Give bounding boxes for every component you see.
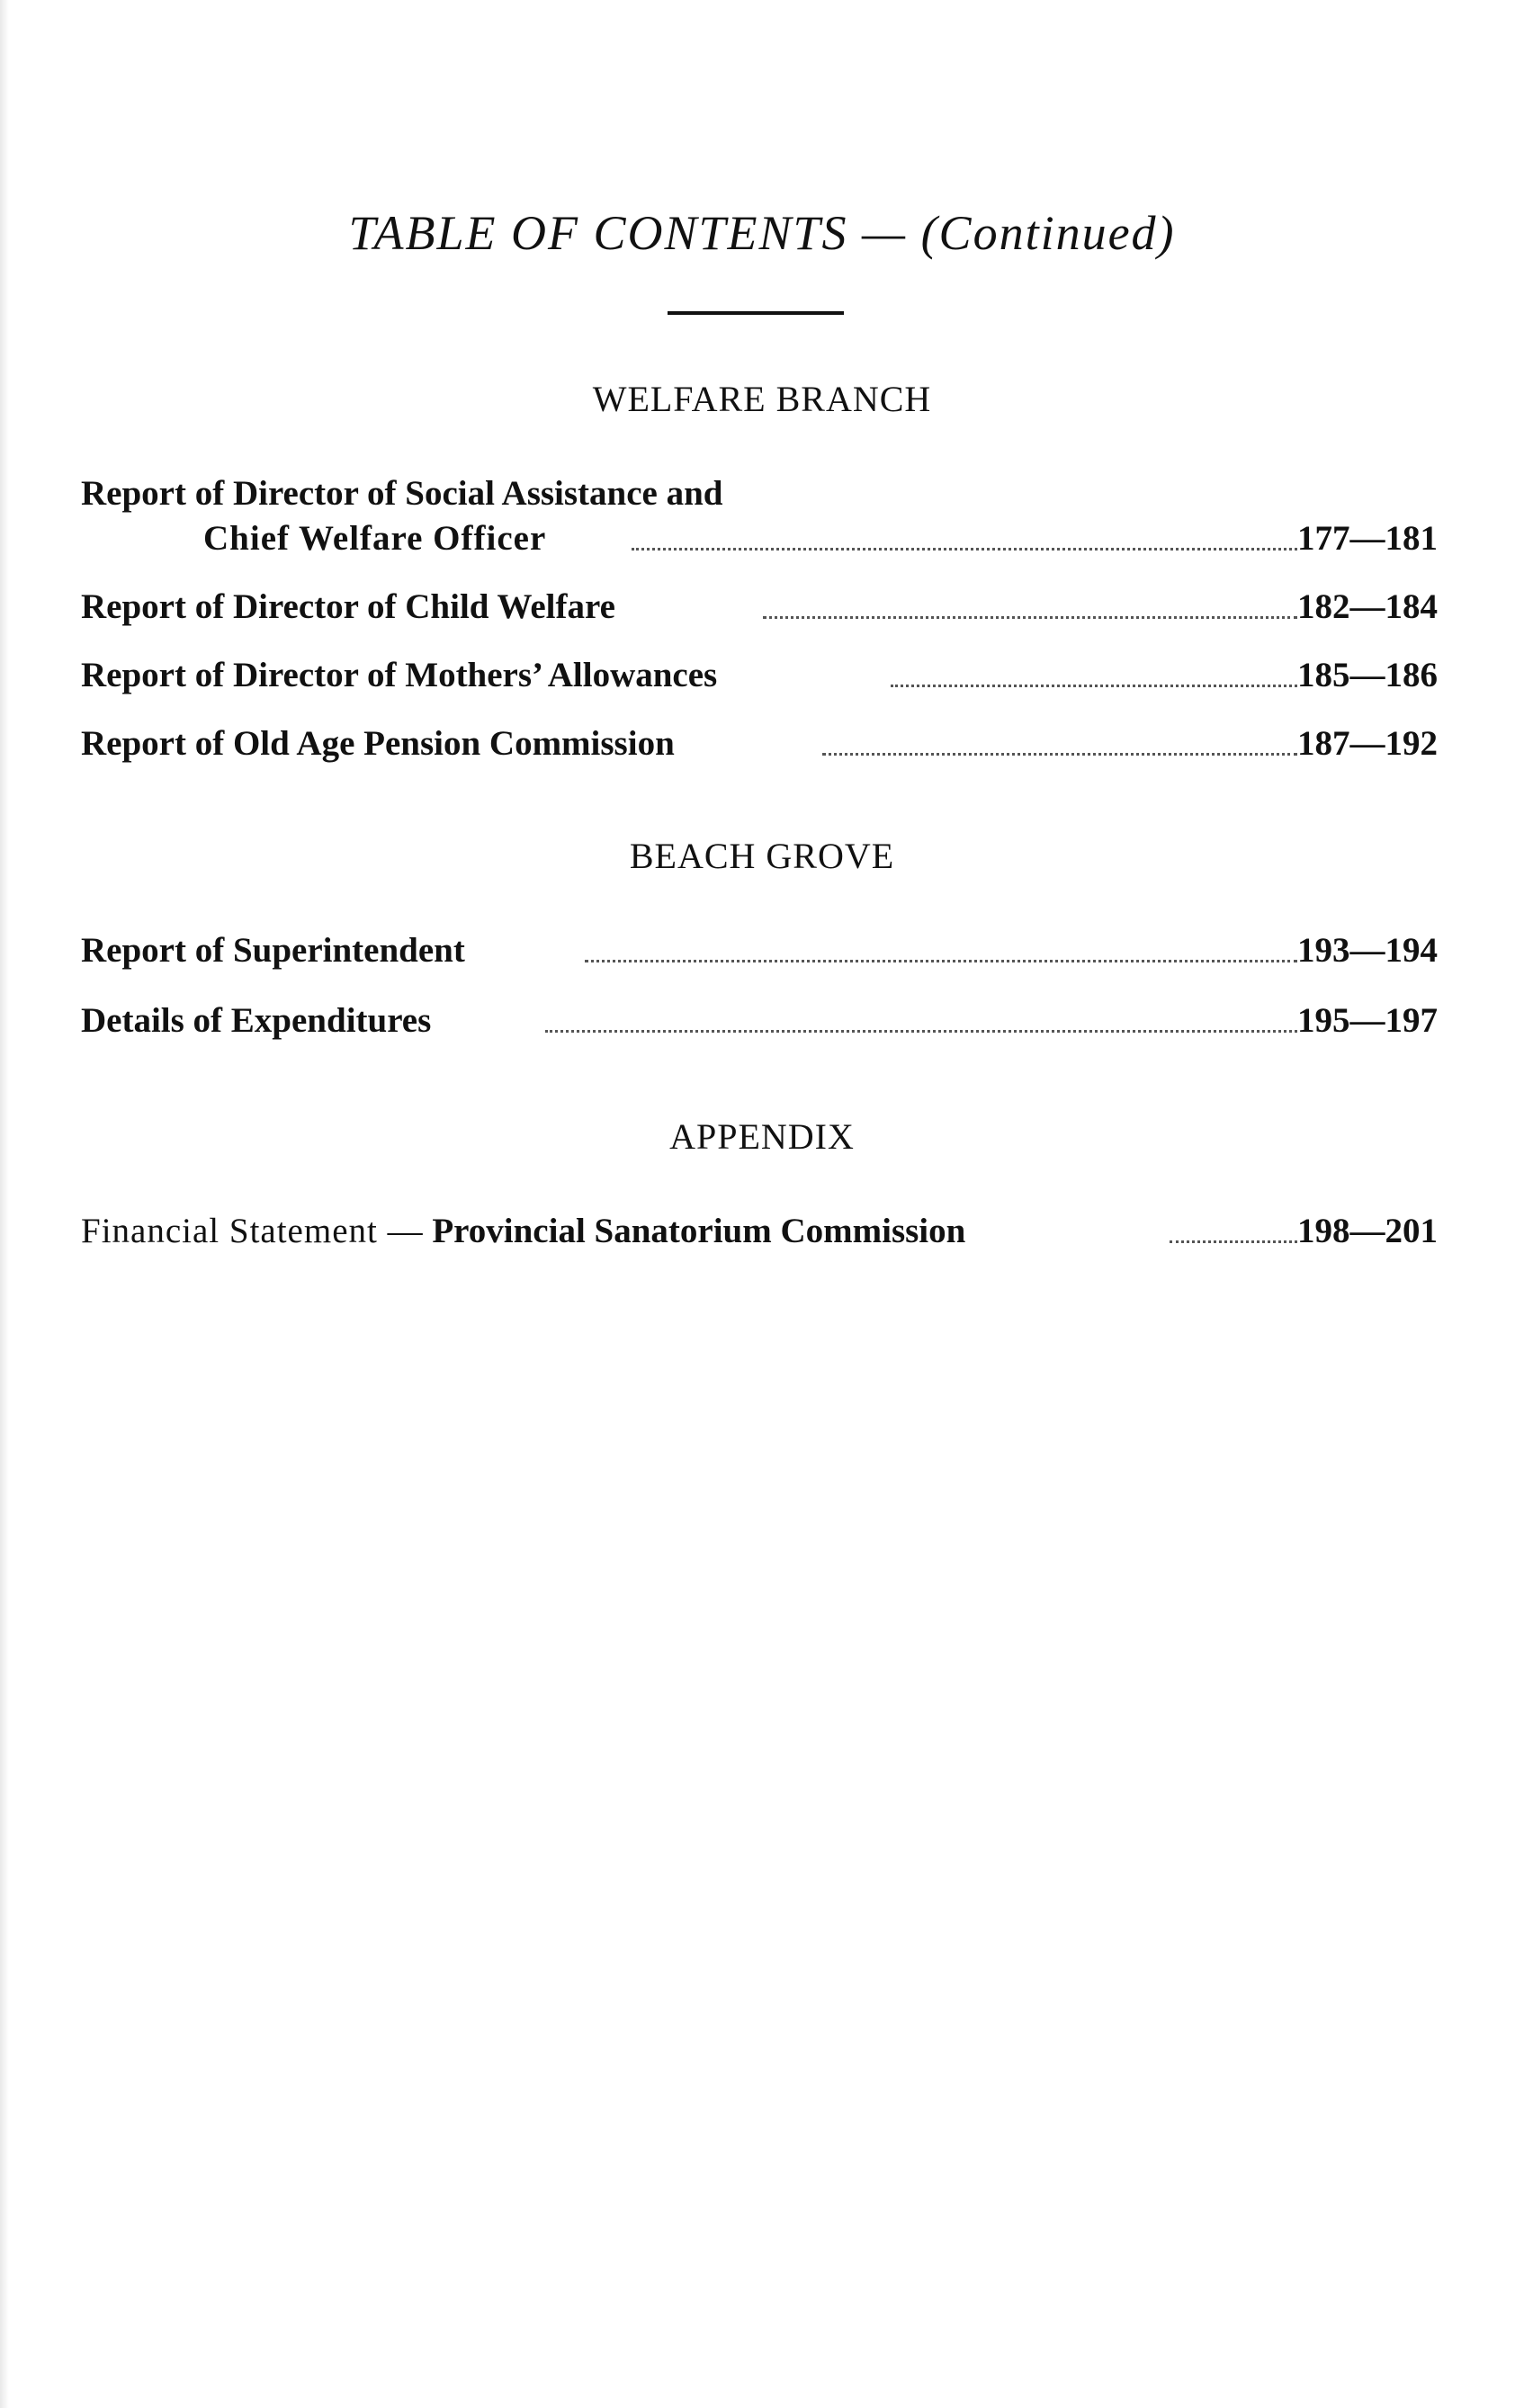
entry-label: Report of Director of Mothers’ Allowances (81, 656, 718, 694)
section-heading-welfare-branch: WELFARE BRANCH (592, 379, 932, 419)
section-heading-beach-grove: BEACH GROVE (629, 836, 895, 876)
entry-label-regular: Financial Statement — (81, 1212, 424, 1250)
entry-page-range: 177—181 (1297, 519, 1438, 558)
page-edge-shadow (0, 0, 9, 2408)
dot-leader (763, 616, 1297, 619)
entry-page-range: 193—194 (1297, 931, 1438, 970)
toc-entry-mothers-allowances (81, 653, 1438, 698)
dot-leader (632, 548, 1297, 551)
toc-entry-superintendent (81, 928, 1438, 973)
entry-label: Report of Director of Child Welfare (81, 587, 615, 626)
entry-label (81, 1209, 965, 1254)
toc-entry-social-assistance (81, 471, 1438, 561)
entry-label: Report of Superintendent (81, 931, 465, 970)
entry-page-range: 198—201 (1297, 1212, 1438, 1250)
entry-label-line2: Chief Welfare Officer (203, 519, 547, 558)
dot-leader (1170, 1240, 1297, 1243)
title-rule (668, 311, 844, 315)
dot-leader (822, 753, 1297, 756)
entry-label-bold: Provincial Sanatorium Commission (432, 1212, 966, 1250)
entry-page-range: 182—184 (1297, 587, 1438, 626)
dot-leader (891, 685, 1297, 687)
entry-label: Details of Expenditures (81, 1001, 432, 1040)
entry-label-line1: Report of Director of Social Assistance and (81, 474, 723, 513)
entry-page-range: 187—192 (1297, 724, 1438, 763)
page-title: TABLE OF CONTENTS — (Continued) (348, 206, 1176, 260)
section-heading-appendix: APPENDIX (669, 1116, 855, 1157)
dot-leader (545, 1030, 1297, 1033)
toc-entry-expenditures (81, 998, 1438, 1043)
toc-entry-old-age-pension (81, 721, 1438, 766)
entry-page-range: 195—197 (1297, 1001, 1438, 1040)
toc-entry-child-welfare (81, 585, 1438, 630)
toc-entry-financial-statement (81, 1209, 1438, 1254)
entry-page-range: 185—186 (1297, 656, 1438, 694)
entry-label: Report of Old Age Pension Commission (81, 724, 675, 763)
dot-leader (585, 960, 1297, 962)
